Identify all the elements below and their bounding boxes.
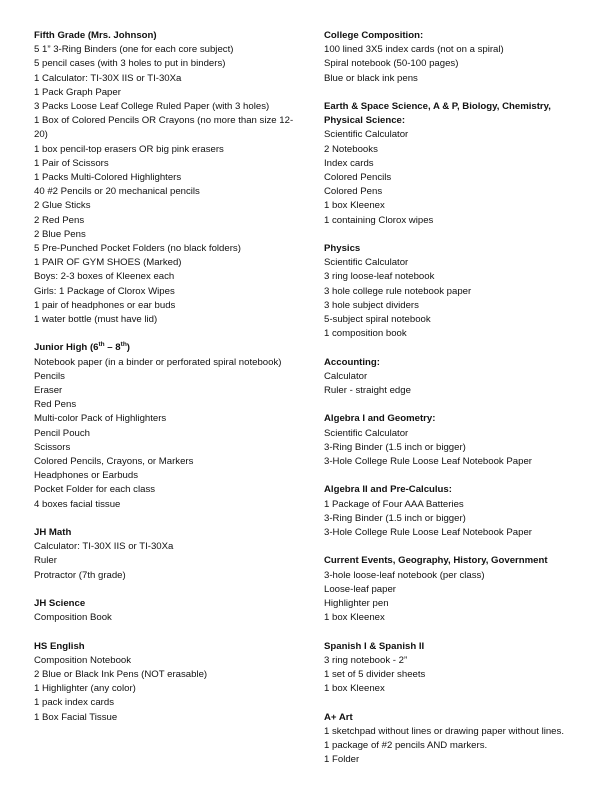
- section-algebra-geometry: [324, 412, 579, 469]
- heading-text: Junior High (6: [34, 342, 99, 354]
- list-item: 3 hole subject dividers: [324, 299, 419, 311]
- list-item: 2 Notebooks: [324, 143, 378, 155]
- list-item: Colored Pens: [324, 186, 383, 198]
- list-item: 1 composition book: [324, 328, 407, 340]
- list-item: 1 Pack Graph Paper: [34, 86, 121, 98]
- list-item: Scientific Calculator: [324, 257, 409, 269]
- list-item: 3 ring loose-leaf notebook: [324, 271, 435, 283]
- list-item: Spiral notebook (50-100 pages): [324, 58, 459, 70]
- list-item: 3 Packs Loose Leaf College Ruled Paper (with 3 holes): [34, 101, 270, 113]
- section-social-studies: [324, 554, 579, 625]
- section-algebra-precalc: [324, 483, 579, 540]
- list-item: 1 box Kleenex: [324, 683, 385, 695]
- section-heading: Accounting:: [324, 356, 380, 368]
- list-item: Boys: 2-3 boxes of Kleenex each: [34, 271, 175, 283]
- section-heading: Spanish I & Spanish II: [324, 640, 425, 652]
- list-item: 3-Ring Binder (1.5 inch or bigger): [324, 512, 466, 524]
- list-item: 1 Package of Four AAA Batteries: [324, 498, 464, 510]
- list-item: Girls: 1 Package of Clorox Wipes: [34, 285, 175, 297]
- list-item: 1 pair of headphones or ear buds: [34, 299, 176, 311]
- list-item: 4 boxes facial tissue: [34, 498, 121, 510]
- list-item: Loose-leaf paper: [324, 583, 397, 595]
- ordinal-suffix: th: [120, 341, 127, 349]
- section-college-composition: [324, 29, 579, 86]
- list-item: 5 1” 3-Ring Binders (one for each core subject): [34, 44, 234, 56]
- list-item: Scientific Calculator: [324, 427, 409, 439]
- list-item: 3-Hole College Rule Loose Leaf Notebook Paper: [324, 527, 532, 539]
- left-column: [34, 29, 296, 739]
- list-item: 3 ring notebook - 2”: [324, 654, 408, 666]
- section-heading: Current Events, Geography, History, Government: [324, 555, 548, 567]
- list-item: Colored Pencils: [324, 172, 392, 184]
- list-item: 5 Pre-Punched Pocket Folders (no black folders): [34, 243, 241, 255]
- section-heading: Algebra II and Pre-Calculus:: [324, 484, 452, 496]
- list-item: 5-subject spiral notebook: [324, 314, 431, 326]
- list-item: 3-hole loose-leaf notebook (per class): [324, 569, 485, 581]
- section-physics: [324, 242, 579, 341]
- list-item: Scissors: [34, 441, 71, 453]
- list-item: Highlighter pen: [324, 598, 389, 610]
- list-item: Pencil Pouch: [34, 427, 90, 439]
- list-item: 40 #2 Pencils or 20 mechanical pencils: [34, 186, 200, 198]
- list-item: 2 Red Pens: [34, 214, 85, 226]
- section-heading: Fifth Grade (Mrs. Johnson): [34, 30, 157, 41]
- list-item: 100 lined 3X5 index cards (not on a spiral): [324, 44, 504, 56]
- list-item: 1 water bottle (must have lid): [34, 314, 158, 326]
- list-item: Calculator: [324, 370, 368, 382]
- list-item: Protractor (7th grade): [34, 569, 126, 581]
- list-item: Colored Pencils, Crayons, or Markers: [34, 456, 194, 468]
- list-item: 1 box Kleenex: [324, 200, 385, 212]
- list-item: Scientific Calculator: [324, 129, 409, 141]
- list-item: 1 package of #2 pencils AND markers.: [324, 740, 488, 752]
- section-hs-english: [34, 640, 296, 725]
- list-item: 5 pencil cases (with 3 holes to put in binders): [34, 58, 226, 70]
- section-junior-high: [34, 341, 296, 511]
- heading-text: ): [126, 342, 130, 354]
- section-fifth-grade: [34, 29, 296, 327]
- section-heading: College Composition:: [324, 30, 424, 41]
- list-item: Ruler: [34, 555, 57, 567]
- list-item: 1 Packs Multi-Colored Highlighters: [34, 172, 182, 184]
- list-item: 1 box pencil-top erasers OR big pink erasers: [34, 143, 224, 155]
- list-item: 1 set of 5 divider sheets: [324, 669, 426, 681]
- ordinal-suffix: th: [98, 341, 105, 349]
- section-heading: Physics: [324, 243, 361, 255]
- list-item: Notebook paper (in a binder or perforated spiral notebook): [34, 356, 282, 368]
- list-item: Blue or black ink pens: [324, 72, 418, 84]
- section-heading: Earth & Space Science, A & P, Biology, Chemistry, Physical Science:: [324, 101, 551, 127]
- right-column: [324, 29, 579, 782]
- list-item: Pocket Folder for each class: [34, 484, 156, 496]
- list-item: 1 Folder: [324, 754, 360, 766]
- list-item: Pencils: [34, 370, 65, 382]
- list-item: 3 hole college rule notebook paper: [324, 285, 472, 297]
- list-item: 2 Glue Sticks: [34, 200, 91, 212]
- section-heading: A+ Art: [324, 711, 353, 723]
- list-item: 2 Blue Pens: [34, 228, 86, 240]
- section-spanish: [324, 640, 579, 697]
- list-item: 1 PAIR OF GYM SHOES (Marked): [34, 257, 182, 269]
- list-item: 3-Hole College Rule Loose Leaf Notebook Paper: [324, 456, 532, 468]
- section-art: [324, 711, 579, 768]
- section-heading: [34, 341, 296, 355]
- list-item: 1 Box of Colored Pencils OR Crayons (no more than size 12-20): [34, 115, 294, 141]
- list-item: 1 Pair of Scissors: [34, 157, 109, 169]
- list-item: Multi-color Pack of Highlighters: [34, 413, 167, 425]
- list-item: 1 containing Clorox wipes: [324, 214, 434, 226]
- list-item: Headphones or Earbuds: [34, 470, 139, 482]
- list-item: Composition Book: [34, 612, 112, 624]
- list-item: 1 box Kleenex: [324, 612, 385, 624]
- section-accounting: [324, 356, 579, 399]
- list-item: 2 Blue or Black Ink Pens (NOT erasable): [34, 669, 208, 681]
- list-item: Calculator: TI-30X IIS or TI-30Xa: [34, 541, 174, 553]
- heading-text: – 8: [104, 342, 121, 354]
- list-item: Ruler - straight edge: [324, 385, 411, 397]
- section-heading: Algebra I and Geometry:: [324, 413, 436, 425]
- section-heading: HS English: [34, 640, 85, 652]
- section-jh-science: [34, 597, 296, 625]
- list-item: Eraser: [34, 385, 63, 397]
- list-item: 1 Highlighter (any color): [34, 683, 136, 695]
- list-item: 1 sketchpad without lines or drawing paper without lines.: [324, 725, 564, 737]
- list-item: 1 pack index cards: [34, 697, 114, 709]
- section-heading: JH Math: [34, 527, 72, 539]
- list-item: 1 Box Facial Tissue: [34, 711, 118, 723]
- list-item: Red Pens: [34, 399, 77, 411]
- section-heading: JH Science: [34, 598, 86, 610]
- section-jh-math: [34, 526, 296, 583]
- section-science: [324, 100, 579, 228]
- list-item: 1 Calculator: TI-30X IIS or TI-30Xa: [34, 72, 182, 84]
- list-item: Composition Notebook: [34, 654, 132, 666]
- list-item: 3-Ring Binder (1.5 inch or bigger): [324, 441, 466, 453]
- list-item: Index cards: [324, 157, 374, 169]
